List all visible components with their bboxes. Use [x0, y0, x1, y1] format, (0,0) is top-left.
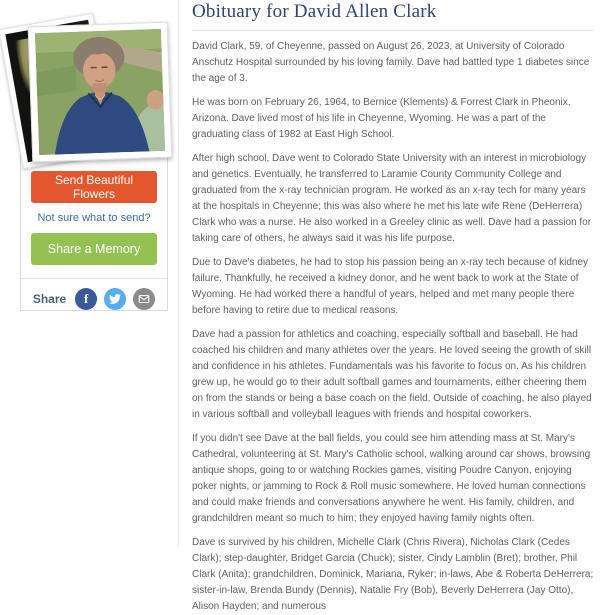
twitter-share-icon[interactable] [104, 288, 126, 310]
send-flowers-button[interactable]: Send Beautiful Flowers [31, 171, 157, 203]
obituary-paragraph: Due to Dave's diabetes, he had to stop his passion being an x-ray tech because of kidney failure. Thankfully, he received a kidney donor, and he went back to work at the State of Wyoming. He had worked there a handful of years, helped and met many people there before having to retire due to medical reasons. [192, 257, 589, 316]
email-share-icon[interactable] [133, 288, 155, 310]
sidebar [0, 0, 178, 547]
not-sure-what-to-send-link[interactable]: Not sure what to send? [37, 212, 151, 224]
page-title: Obituary for David Allen Clark [192, 1, 437, 22]
obituary-paragraph: He was born on February 26, 1964, to Bernice (Klements) & Forrest Clark in Pheonix, Arizona. Dave lived most of his life in Cheyenne, Wyoming. He was a part of the graduating class of 1982 at East High School. [192, 97, 571, 140]
obituary-paragraph: If you didn't see Dave at the ball fields, you could see him attending mass at St. Mary's Cathedral, volunteering at St. Mary's Catholic school, walking around car shows, browsing antique shops, going to or watching Rockies games, visiting Poudre Canyon, enjoying poker nights, or jamming to Rock & Roll music somewhere. He loved human connections and could make friends and conversations anywhere he went. His family, children, and grandchildren meant so much to him; they enjoyed having family nights often. [192, 433, 591, 524]
facebook-share-icon[interactable]: f [75, 288, 97, 310]
twitter-bird-icon [109, 293, 121, 305]
obituary-paragraph: Dave is survived by his children, Michelle Clark (Chris Rivera), Nicholas Clark (Cedes Clark); step-daughter, Bridget Garcia (Chuck); sister, Cindy Lamblin (Bret); brother, Phil Clark (Anita); grandchildren, Dominick, Mariana, Ryker; in-laws, Abe & Roberta DeHerrera; sister-in-law, Brenda Bundy (Dennis), Natalie Fry (Bob), Beverly DeHerrera (Jay Otto), Alison Hayden; and numerous [192, 537, 594, 612]
obituary-content [192, 0, 594, 615]
obituary-paragraph: Dave had a passion for athletics and coaching, especially softball and baseball. He had coached his children and many athletes over the years. He loved seeing the growth of skill and confidence in his athletes. Fundamentals was his favorite to focus on. As his children grew up, he would go to their adult softball games and tournaments, either cheering them on from the stands or being a base coach on the field. Outside of coaching, he also played in various softball and volleyball leagues with friends and hospital coworkers. [192, 329, 592, 420]
obituary-paragraph: David Clark, 59, of Cheyenne, passed on August 26, 2023, at University of Colorado Anschutz Hospital surrounded by his loving family. Dave had battled type 1 diabetes since the age of 3. [192, 41, 590, 84]
share-label: Share [32, 292, 67, 306]
share-memory-button[interactable]: Share a Memory [31, 233, 157, 265]
photo-stack [0, 0, 180, 178]
portrait-illustration [35, 29, 165, 155]
envelope-icon [138, 293, 150, 305]
portrait-photo [28, 22, 173, 163]
obituary-paragraph: After high school, Dave went to Colorado State University with an interest in microbiology and genetics. Eventually, he transferred to Laramie County Community College and graduated from the x-ray technician program. He worked as an x-ray tech for many years at the hospitals in Cheyenne; this was also where he met his late wife Rene (DeHerrera) Clark who was a nurse. He also worked in a Greeley clinic as well. Dave had a passion for taking care of others, he always said it was his life purpose. [192, 153, 592, 244]
share-row [21, 279, 167, 310]
title-divider [192, 30, 594, 31]
